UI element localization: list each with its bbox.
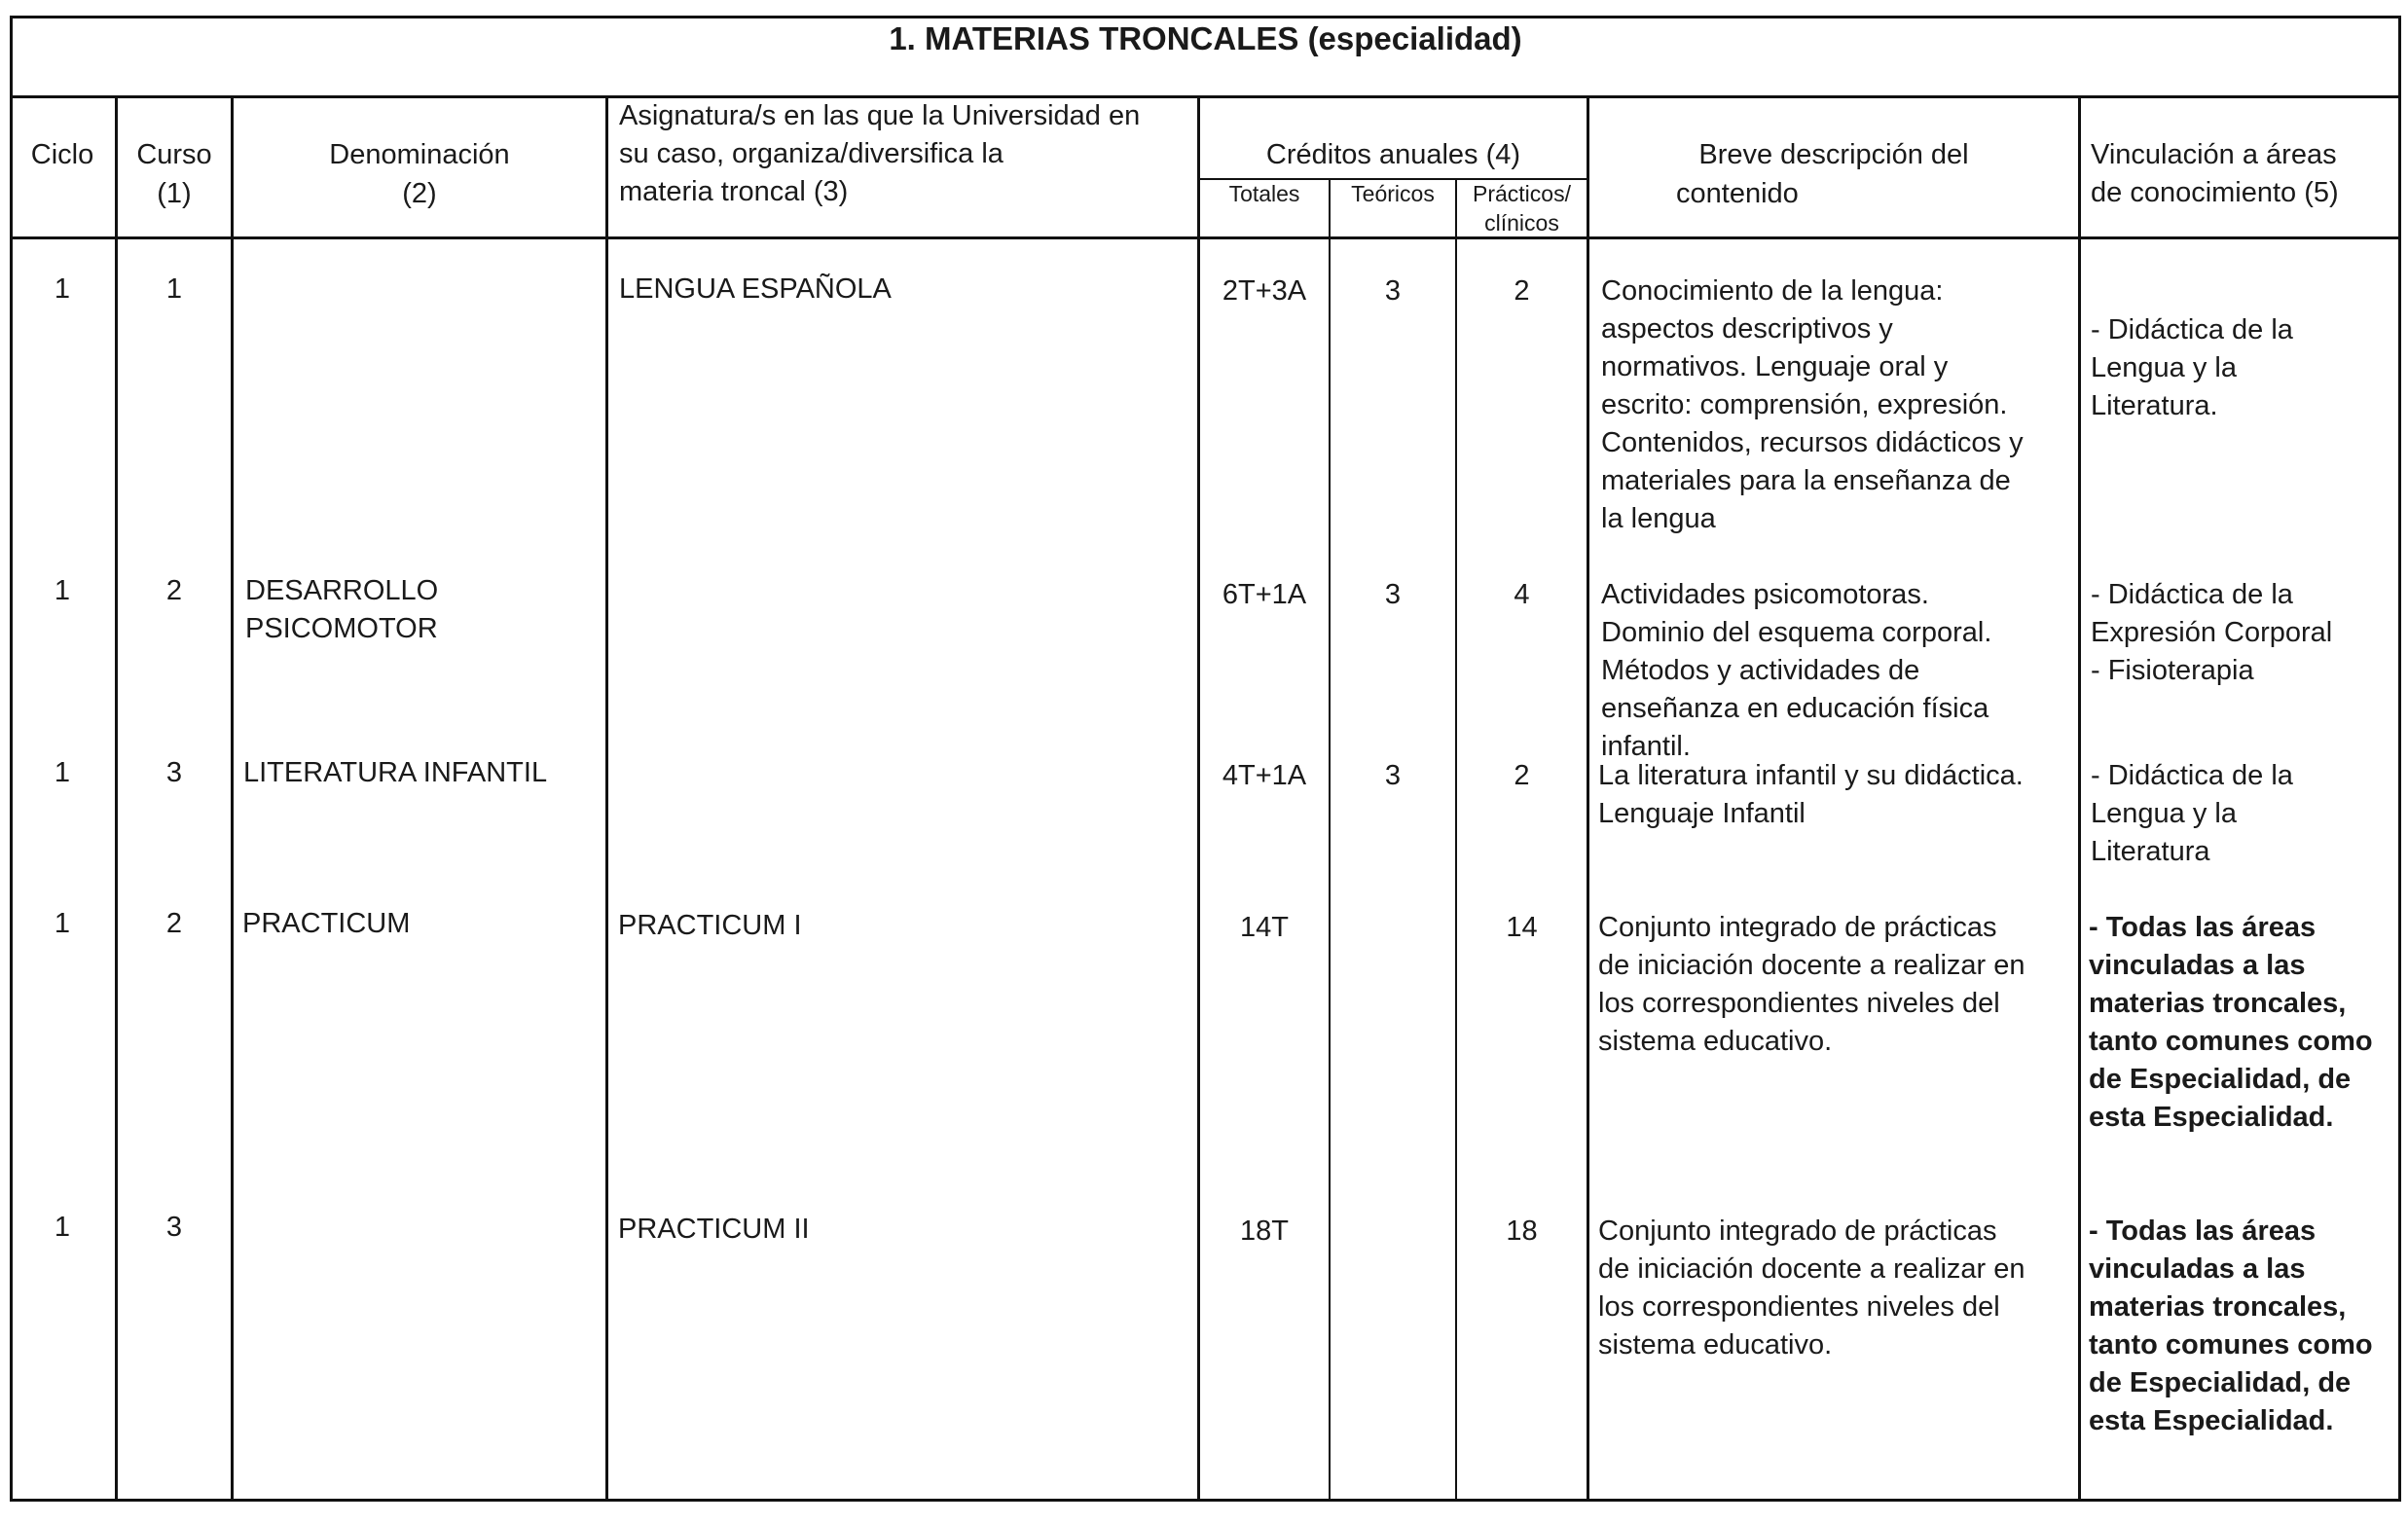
cell-vinculacion: - Todas las áreas vinculadas a las materias troncales, tanto comunes como de Especialidad, de esta Especialidad. [2089,1216,2373,1436]
cell-vinculacion: - Didáctica de la Expresión Corporal - Fisioterapia [2091,579,2333,686]
title-divider [10,95,2401,98]
cell-vinculacion: - Didáctica de la Lengua y la Literatura. [2091,314,2293,421]
cell-totales: 14T [1240,912,1289,943]
cell-denominacion: PRACTICUM [242,908,411,939]
cell-totales: 18T [1240,1216,1289,1247]
cell-totales: 2T+3A [1222,275,1307,307]
cell-curso: 1 [165,273,183,305]
col-divider-denominacion [605,95,608,1502]
cell-practicos: 14 [1506,912,1538,943]
cell-teoricos: 3 [1384,275,1402,307]
cell-curso: 2 [165,575,183,606]
col-divider-creditos [1587,95,1589,1502]
cell-practicos: 2 [1514,760,1530,791]
header-asignatura: Asignatura/s en las que la Universidad en su caso, organiza/diversifica la materia troncal (3) [619,100,1141,207]
cell-ciclo: 1 [54,908,71,939]
cell-denominacion: LITERATURA INFANTIL [243,757,548,788]
cell-descripcion: Conjunto integrado de prácticas de iniciación docente a realizar en los correspondientes niveles del sistema educativo. [1598,912,2025,1057]
cell-ciclo: 1 [54,575,71,606]
cell-asignatura: PRACTICUM II [618,1214,810,1245]
cell-vinculacion: - Todas las áreas vinculadas a las materias troncales, tanto comunes como de Especialidad, de esta Especialidad. [2089,912,2373,1133]
cell-asignatura: LENGUA ESPAÑOLA [619,273,892,305]
header-descripcion: Breve descripción del [1698,139,1969,170]
cell-ciclo: 1 [54,1212,71,1243]
cell-teoricos: 3 [1384,579,1402,610]
cell-practicos: 4 [1514,579,1530,610]
header-practicos: Prácticos/ clínicos [1473,181,1571,236]
header-creditos: Créditos anuales (4) [1265,139,1521,170]
cell-practicos: 18 [1506,1216,1538,1247]
header-totales: Totales [1228,181,1300,206]
cell-ciclo: 1 [54,757,71,788]
cell-descripcion: La literatura infantil y su didáctica. Lenguaje Infantil [1598,760,2024,829]
cell-ciclo: 1 [54,273,71,305]
col-divider-totales [1329,178,1331,1502]
cell-descripcion: Actividades psicomotoras. Dominio del esquema corporal. Métodos y actividades de enseñanza en educación física infantil. [1601,579,1992,762]
cell-curso: 2 [165,908,183,939]
header-ciclo: Ciclo [30,139,94,170]
cell-totales: 4T+1A [1222,760,1307,791]
col-divider-descripcion [2078,95,2081,1502]
cell-curso: 3 [165,1212,183,1243]
cell-denominacion: DESARROLLO PSICOMOTOR [245,575,439,644]
header-vinculacion: Vinculación a áreas de conocimiento (5) [2091,139,2339,208]
cell-descripcion: Conjunto integrado de prácticas de iniciación docente a realizar en los correspondientes niveles del sistema educativo. [1598,1216,2025,1361]
cell-curso: 3 [165,757,183,788]
col-divider-curso [231,95,234,1502]
header-descripcion-l2: contenido [1676,178,1799,209]
cell-descripcion: Conocimiento de la lengua: aspectos descriptivos y normativos. Lenguaje oral y escrito: comprensión, expresión. Contenidos, recursos didácticos y materiales para la enseñanza de la lengua [1601,275,2024,534]
table-title: 1. MATERIAS TRONCALES (especialidad) [889,20,1522,56]
cell-totales: 6T+1A [1222,579,1307,610]
col-divider-teoricos [1455,178,1457,1502]
header-teoricos: Teóricos [1351,181,1435,206]
cell-teoricos: 3 [1384,760,1402,791]
cell-vinculacion: - Didáctica de la Lengua y la Literatura [2091,760,2293,867]
cell-practicos: 2 [1514,275,1530,307]
header-denominacion: Denominación [329,139,510,170]
cell-asignatura: PRACTICUM I [618,910,802,941]
header-curso-num: (1) [157,178,192,209]
header-denominacion-num: (2) [402,178,437,209]
header-curso: Curso [136,139,212,170]
header-divider [10,236,2401,239]
